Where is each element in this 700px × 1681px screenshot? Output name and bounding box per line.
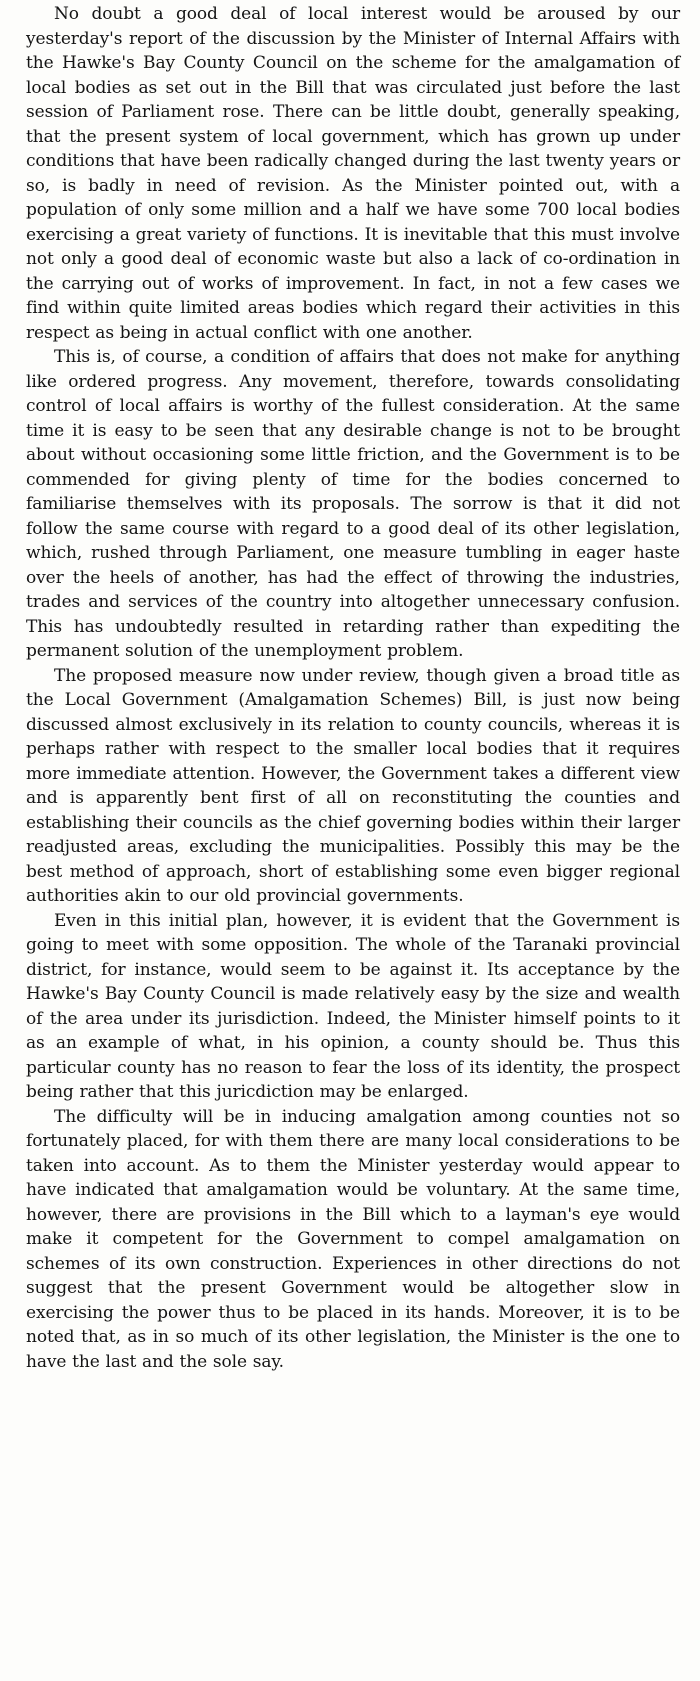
- paragraph-5: The difficulty will be in inducing amalgation among counties not so fortunately placed, for with them there are many local considerations to be taken into account. As to them the Minister yesterday would appear to have indicated that amalgamation would be voluntary. At the same time, however, there are provisions in the Bill which to a layman's eye would make it competent for the Government to compel amalgamation on schemes of its own construction. Experiences in other directions do not suggest that the present Government would be altogether slow in exercising the power thus to be placed in its hands. Moreover, it is to be noted that, as in so much of its other legislation, the Minister is the one to have the last and the sole say.: [26, 1106, 680, 1372]
- paragraph-4: Even in this initial plan, however, it is evident that the Government is going to meet with some opposition. The whole of the Taranaki provincial district, for instance, would seem to be against it. Its acceptance by the Hawke's Bay County Council is made relatively easy by the size and wealth of the area under its jurisdiction. Indeed, the Minister himself points to it as an example of what, in his opinion, a county should be. Thus this particular county has no reason to fear the loss of its identity, the prospect being rather that this juricdiction may be enlarged.: [26, 910, 680, 1102]
- paragraph-1: No doubt a good deal of local interest would be aroused by our yesterday's report of the discussion by the Minister of Internal Affairs with the Hawke's Bay County Council on the scheme for the amalgamation of local bodies as set out in the Bill that was circulated just before the last session of Parliament rose. There can be little doubt, generally speaking, that the present system of local government, which has grown up under conditions that have been radically changed during the last twenty years or so, is badly in need of revision. As the Minister pointed out, with a population of only some million and a half we have some 700 local bodies exercising a great variety of functions. It is inevitable that this must involve not only a good deal of economic waste but also a lack of co-ordination in the carrying out of works of improvement. In fact, in not a few cases we find within quite limited areas bodies which regard their activities in this respect as being in actual conflict with one another.: [26, 4, 680, 343]
- paragraph-3: The proposed measure now under review, though given a broad title as the Local Government (Amalgamation Schemes) Bill, is just now being discussed almost exclusively in its relation to county councils, whereas it is perhaps rather with respect to the smaller local bodies that it requires more immediate attention. However, the Government takes a different view and is apparently bent first of all on reconstituting the counties and establishing their councils as the chief governing bodies within their larger readjusted areas, excluding the municipalities. Possibly this may be the best method of approach, short of establishing some even bigger regional authorities akin to our old provincial governments.: [26, 665, 680, 906]
- paragraph-2: This is, of course, a condition of affairs that does not make for anything like ordered progress. Any movement, therefore, towards consolidating control of local affairs is worthy of the fullest consideration. At the same time it is easy to be seen that any desirable change is not to be brought about without occasioning some little friction, and the Government is to be commended for giving plenty of time for the bodies concerned to familiarise themselves with its proposals. The sorrow is that it did not follow the same course with regard to a good deal of its other legislation, which, rushed through Parliament, one measure tumbling in eager haste over the heels of another, has had the effect of throwing the industries, trades and services of the country into altogether unnecessary confusion. This has undoubtedly resulted in retarding rather than expediting the permanent solution of the unemployment problem.: [26, 347, 680, 661]
- editorial-article: [26, 2, 680, 1374]
